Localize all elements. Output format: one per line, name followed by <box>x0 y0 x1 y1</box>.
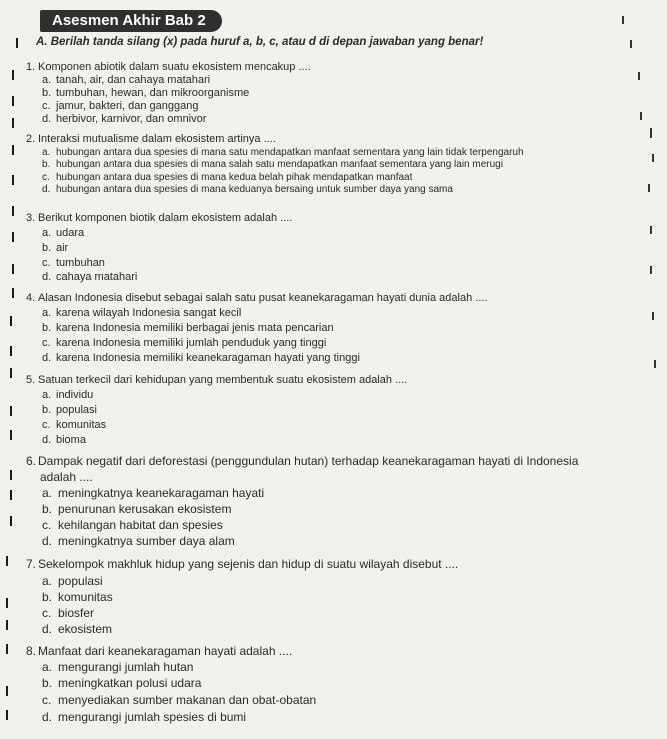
margin-mark <box>12 96 14 106</box>
question-4: 4. Alasan Indonesia disebut sebagai salah satu pusat keanekaragaman hayati dunia adalah .... <box>26 292 488 304</box>
edge-mark <box>630 40 632 48</box>
option-2c: c. hubungan antara dua spesies di mana kedua belah pihak mendapatkan manfaat <box>42 172 413 183</box>
option-7c: c. biosfer <box>42 606 95 620</box>
margin-mark <box>6 598 8 608</box>
option-5a: a. individu <box>42 389 94 401</box>
margin-mark <box>10 490 12 500</box>
option-5d: d. bioma <box>42 434 86 446</box>
option-1b: b. tumbuhan, hewan, dan mikroorganisme <box>42 87 250 99</box>
edge-mark <box>654 360 656 368</box>
question-1: 1. Komponen abiotik dalam suatu ekosistem mencakup .... <box>26 61 311 73</box>
margin-mark <box>10 516 12 526</box>
option-4d: d. karena Indonesia memiliki keanekaragaman hayati yang tinggi <box>42 352 360 364</box>
margin-mark <box>12 264 14 274</box>
option-8a: a. mengurangi jumlah hutan <box>42 660 194 674</box>
question-6: 6. Dampak negatif dari deforestasi (penggundulan hutan) terhadap keanekaragaman hayati di Indonesia <box>26 454 579 468</box>
option-7d: d. ekosistem <box>42 622 113 636</box>
edge-mark <box>652 154 654 162</box>
margin-mark <box>12 288 14 298</box>
margin-mark <box>16 38 18 48</box>
question-5: 5. Satuan terkecil dari kehidupan yang membentuk suatu ekosistem adalah .... <box>26 374 408 386</box>
option-1d: d. herbivor, karnivor, dan omnivor <box>42 113 207 125</box>
margin-mark <box>10 430 12 440</box>
margin-mark <box>12 70 14 80</box>
margin-mark <box>10 368 12 378</box>
edge-mark <box>650 266 652 274</box>
edge-mark <box>622 16 624 24</box>
option-3a: a. udara <box>42 227 85 239</box>
option-8d: d. mengurangi jumlah spesies di bumi <box>42 710 247 724</box>
edge-mark <box>638 72 640 80</box>
margin-mark <box>10 406 12 416</box>
margin-mark <box>12 232 14 242</box>
option-5b: b. populasi <box>42 404 97 416</box>
margin-mark <box>12 118 14 128</box>
margin-mark <box>12 206 14 216</box>
option-3b: b. air <box>42 242 69 254</box>
edge-mark <box>640 112 642 120</box>
option-3d: d. cahaya matahari <box>42 271 138 283</box>
option-8c: c. menyediakan sumber makanan dan obat-obatan <box>42 693 317 707</box>
chapter-banner: Asesmen Akhir Bab 2 <box>40 10 222 32</box>
edge-mark <box>650 226 652 234</box>
edge-mark <box>650 128 652 138</box>
option-4a: a. karena wilayah Indonesia sangat kecil <box>42 307 242 319</box>
option-2a: a. hubungan antara dua spesies di mana satu mendapatkan manfaat sementara yang lain tidak terpengaruh <box>42 147 524 158</box>
option-1c: c. jamur, bakteri, dan ganggang <box>42 100 199 112</box>
option-2d: d. hubungan antara dua spesies di mana keduanya bersaing untuk sumber daya yang sama <box>42 184 453 195</box>
question-7: 7. Sekelompok makhluk hidup yang sejenis dan hidup di suatu wilayah disebut .... <box>26 557 459 571</box>
option-1a: a. tanah, air, dan cahaya matahari <box>42 74 211 86</box>
option-6d: d. meningkatnya sumber daya alam <box>42 534 235 548</box>
question-6-continuation: adalah .... <box>40 470 93 484</box>
margin-mark <box>6 644 8 654</box>
edge-mark <box>652 312 654 320</box>
option-8b: b. meningkatkan polusi udara <box>42 676 202 690</box>
option-2b: b. hubungan antara dua spesies di mana salah satu mendapatkan manfaat sementara yang lain merugi <box>42 159 503 170</box>
edge-mark <box>648 184 650 192</box>
margin-mark <box>6 710 8 720</box>
margin-mark <box>6 556 8 566</box>
question-8: 8. Manfaat dari keanekaragaman hayati adalah .... <box>26 644 293 658</box>
option-6a: a. meningkatnya keanekaragaman hayati <box>42 486 265 500</box>
option-7b: b. komunitas <box>42 590 113 604</box>
option-6b: b. penurunan kerusakan ekosistem <box>42 502 232 516</box>
question-3: 3. Berikut komponen biotik dalam ekosistem adalah .... <box>26 212 293 224</box>
option-7a: a. populasi <box>42 574 103 588</box>
option-4c: c. karena Indonesia memiliki jumlah penduduk yang tinggi <box>42 337 327 349</box>
option-6c: c. kehilangan habitat dan spesies <box>42 518 223 532</box>
section-instruction: A. Berilah tanda silang (x) pada huruf a, b, c, atau d di depan jawaban yang benar! <box>36 36 484 48</box>
margin-mark <box>10 470 12 480</box>
margin-mark <box>6 686 8 696</box>
option-5c: c. komunitas <box>42 419 107 431</box>
margin-mark <box>6 620 8 630</box>
option-3c: c. tumbuhan <box>42 257 105 269</box>
margin-mark <box>10 346 12 356</box>
question-2: 2. Interaksi mutualisme dalam ekosistem artinya .... <box>26 133 276 145</box>
margin-mark <box>12 175 14 185</box>
margin-mark <box>12 145 14 155</box>
option-4b: b. karena Indonesia memiliki berbagai jenis mata pencarian <box>42 322 334 334</box>
margin-mark <box>10 316 12 326</box>
